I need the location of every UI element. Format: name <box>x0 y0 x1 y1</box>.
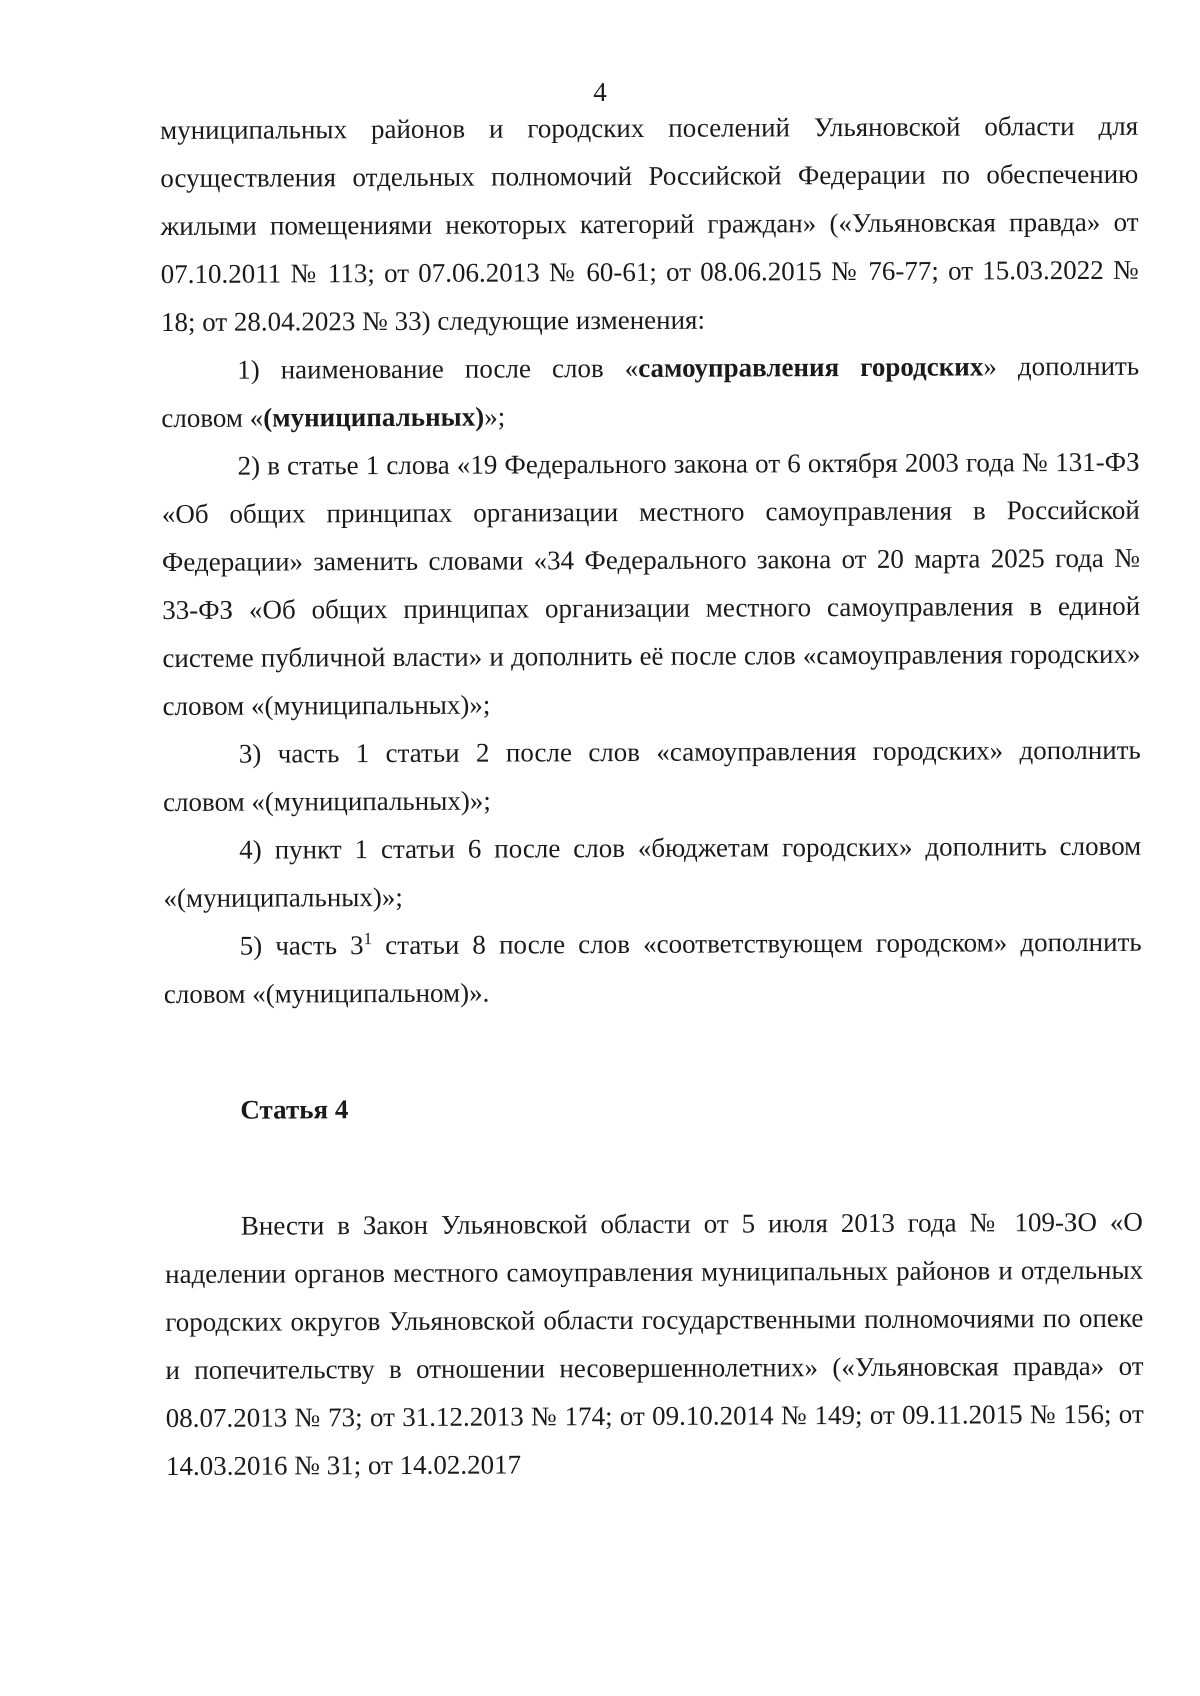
amendment-item-3: 3) часть 1 статьи 2 после слов «самоуправления городских» дополнить словом «(муниципальных)»; <box>162 734 1141 817</box>
article-heading: Статья 4 <box>240 1094 349 1125</box>
item-1-text-a: 1) наименование после слов « <box>237 352 639 385</box>
amendment-item-1 <box>161 342 1139 442</box>
amendment-item-5 <box>164 918 1142 1018</box>
item-5-text-b: статьи 8 после слов «соответствующем городском» дополнить словом «(муниципальном)». <box>163 926 1142 1009</box>
item-1-bold-a: самоуправления городских <box>638 351 984 383</box>
item-1-text-b: » дополнить словом « <box>161 350 1140 433</box>
item-5-superscript: 1 <box>363 929 373 949</box>
item-5-text-a: 5) часть 3 <box>239 930 364 961</box>
document-body <box>160 102 1144 1490</box>
item-1-bold-b: (муниципальных) <box>263 401 485 433</box>
intro-paragraph: муниципальных районов и городских поселений Ульяновской области для осуществления отдельных полномочий Российской Федерации по обеспечению жилыми помещениями некоторых категорий граждан» («Ульяновская правда» от 07.10.2011 № 113; от 07.06.2013 № 60-61; от 08.06.2015 № 76-77; от 15.03.2022 № 18; от 28.04.2023 № 33) следующие изменения: <box>160 110 1139 337</box>
item-1-text-c: »; <box>484 401 506 432</box>
article-paragraph: Внести в Закон Ульяновской области от 5 июля 2013 года № 109-ЗО «О наделении органов местного самоуправления муниципальных районов и отдельных городских округов Ульяновской области государственными полномочиями по опеке и попечительству в отношении несовершеннолетних» («Ульяновская правда» от 08.07.2013 № 73; от 31.12.2013 № 174; от 09.10.2014 № 149; от 09.11.2015 № 156; от 14.03.2016 № 31; от 14.02.2017 <box>165 1206 1144 1481</box>
page-number: 4 <box>593 77 607 107</box>
amendment-item-2: 2) в статье 1 слова «19 Федерального закона от 6 октября 2003 года № 131-ФЗ «Об общих принципах организации местного самоуправления в Российской Федерации» заменить словами «34 Федерального закона от 20 марта 2025 года № 33-ФЗ «Об общих принципах организации местного самоуправления в единой системе публичной власти» и дополнить её после слов «самоуправления городских» словом «(муниципальных)»; <box>161 446 1141 721</box>
amendment-item-4: 4) пункт 1 статьи 6 после слов «бюджетам городских» дополнить словом «(муниципальных)»; <box>163 830 1142 913</box>
